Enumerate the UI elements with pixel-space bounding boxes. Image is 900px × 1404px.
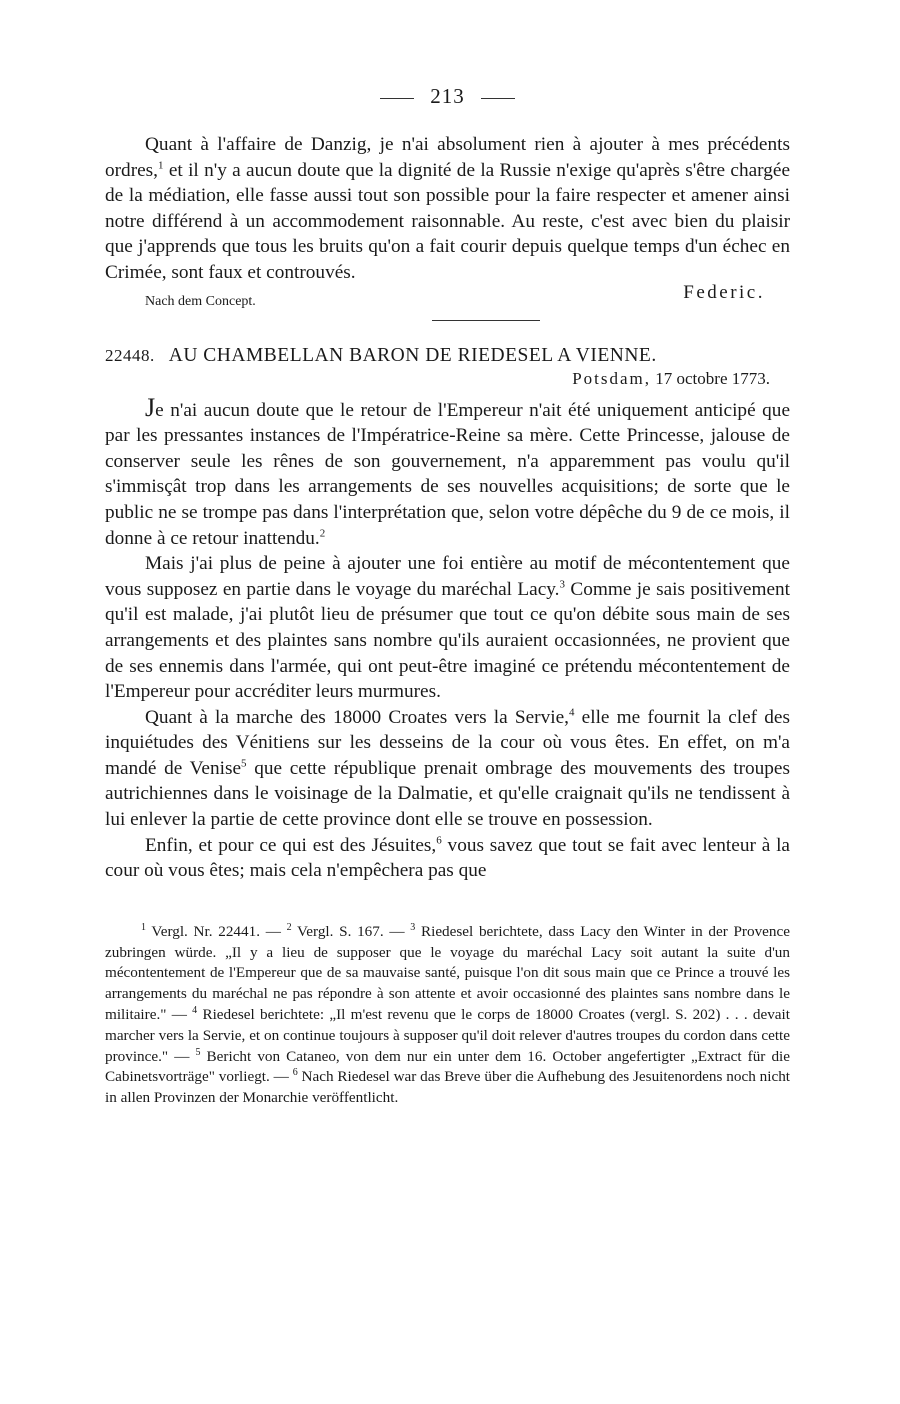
page-header	[105, 84, 790, 120]
drop-cap: J	[145, 392, 156, 422]
footnote-mark-6: 6	[292, 1067, 298, 1079]
letter-paragraph-3	[105, 705, 790, 833]
footnote-4-text: Riedesel berichtete: „Il m'est revenu que le corps de 18000 Croates (vergl. S. 202) . . . devait marcher vers la Servie, et on continue toujours à supposer qu'il doit relever d'autres troupes du cordon dans cette province." —	[105, 1006, 790, 1065]
footnote-3-text: Riedesel berichtete, dass Lacy den Winter in der Provence zubringen würde. „Il y a lieu de supposer que le voyage du maréchal Lacy soit autant la suite d'un mécontentement de l'Empereur que de sa mauvaise santé, puisque l'on dit sous main que ce Prince a trouvé les arrangements du maréchal ne pas répondre à son attente et avoir occasionné des plaintes sans nombre dans le militaire." —	[105, 922, 790, 1024]
footnote-5-text: Bericht von Cataneo, von dem nur ein unter dem 16. October angefertigter „Extract für die Cabinetsvorträge" vorliegt. —	[105, 1047, 790, 1086]
letter-date: 17 octobre 1773.	[655, 368, 770, 388]
footnote-ref-6: 6	[436, 834, 442, 847]
letter-title: AU CHAMBELLAN BARON DE RIEDESEL A VIENNE.	[168, 344, 657, 366]
header-dash-left	[380, 98, 414, 99]
footnote-mark-5: 5	[195, 1046, 201, 1058]
footnote-mark-1: 1	[141, 921, 146, 933]
footnote-mark-2: 2	[286, 921, 292, 933]
page	[105, 84, 790, 1109]
section-divider	[432, 320, 540, 321]
paragraph-3-text-c: que cette république prenait ombrage des mouvements des troupes autrichiennes dans le voisinage de la Dalmatie, et qu'elle craignait qu'ils ne tendissent à lui enlever la partie de cette province dont elle se trouve en possession.	[105, 757, 790, 831]
letter-body	[105, 392, 790, 884]
signature-row	[105, 281, 790, 316]
place-date	[105, 369, 790, 389]
paragraph-3-text-a: Quant à la marche des 18000 Croates vers la Servie,	[145, 706, 569, 728]
footnote-mark-4: 4	[192, 1004, 198, 1016]
paragraph-2-text-a: Mais j'ai plus de peine à ajouter une foi entière au motif de mécontentement que vous supposez en partie dans le voyage du maréchal Lacy.	[105, 553, 790, 600]
letter-heading	[105, 345, 790, 367]
footnote-ref-3: 3	[559, 578, 566, 591]
letter-paragraph-2	[105, 551, 790, 705]
header-dash-right	[481, 98, 515, 99]
letter-paragraph-1	[105, 392, 790, 552]
paragraph-2-text-b: Comme je sais positivement qu'il est malade, j'ai plutôt lieu de présumer que tout ce qu'on débite sous main de ses arrangements et des plaintes sans nombre qu'ils auraient occasionnées, ne provient que de ses ennemis dans l'armée, qui ont peut-être imaginé ce prétendu mécontentement de l'Empereur pour accréditer leurs murmures.	[105, 578, 790, 703]
footnote-ref-4: 4	[568, 706, 575, 719]
footnote-ref-5: 5	[241, 757, 247, 770]
footnotes	[105, 922, 790, 1109]
paragraph-3-text-b: elle me fournit la clef des inquiétudes des Vénitiens sur les desseins de la cour où vous êtes. En effet, on m'a mandé de Venise	[105, 706, 790, 779]
source-note: Nach dem Concept.	[145, 293, 256, 309]
footnote-ref-1: 1	[158, 159, 164, 172]
paragraph-4-text-a: Enfin, et pour ce qui est des Jésuites,	[145, 834, 437, 856]
footnote-ref-2: 2	[319, 527, 326, 540]
prev-letter-text-b: et il n'y a aucun doute que la dignité de la Russie n'exige qu'après s'être chargée de la médiation, elle fasse aussi tout son possible pour la faire respecter et amener ainsi notre différend à un accommodement raisonnable. Au reste, c'est avec bien du plaisir que j'apprends que tous les bruits qu'on a fait courir depuis quelque temps d'un échec en Crimée, sont faux et controuvés.	[105, 159, 790, 283]
paragraph-4-text-b: vous savez que tout se fait avec lenteur à la cour où vous êtes; mais cela n'empêchera pas que	[105, 834, 790, 882]
paragraph-1-text: e n'ai aucun doute que le retour de l'Empereur n'ait été uniquement anticipé que par les pressantes instances de l'Impératrice-Reine sa mère. Cette Princesse, jalouse de conserver seule les rênes de son gouvernement, n'a apparemment pas voulu qu'il s'immisçât trop dans les arrangements de ses nouvelles acquisitions; de sorte que le public ne se trompe pas dans l'interprétation que, selon votre dépêche du 9 de ce mois, il donne à ce retour inattendu.	[105, 399, 790, 549]
letter-place: Potsdam,	[572, 368, 652, 388]
footnote-2-text: Vergl. S. 167. —	[291, 922, 411, 940]
footnote-mark-3: 3	[410, 921, 416, 933]
letter-number: 22448.	[105, 345, 155, 365]
prev-letter-paragraph	[105, 132, 790, 286]
letter-paragraph-4	[105, 833, 790, 884]
page-number: 213	[430, 84, 465, 108]
footnote-1-text: Vergl. Nr. 22441. —	[146, 922, 287, 940]
footnote-block	[105, 922, 790, 1109]
prev-letter-text-a: Quant à l'affaire de Danzig, je n'ai absolument rien à ajouter à mes précédents ordres,	[105, 134, 790, 181]
signature: Federic.	[683, 281, 765, 303]
footnote-6-text: Nach Riedesel war das Breve über die Aufhebung des Jesuitenordens noch nicht in allen Provinzen der Monarchie veröffentlicht.	[105, 1068, 791, 1107]
